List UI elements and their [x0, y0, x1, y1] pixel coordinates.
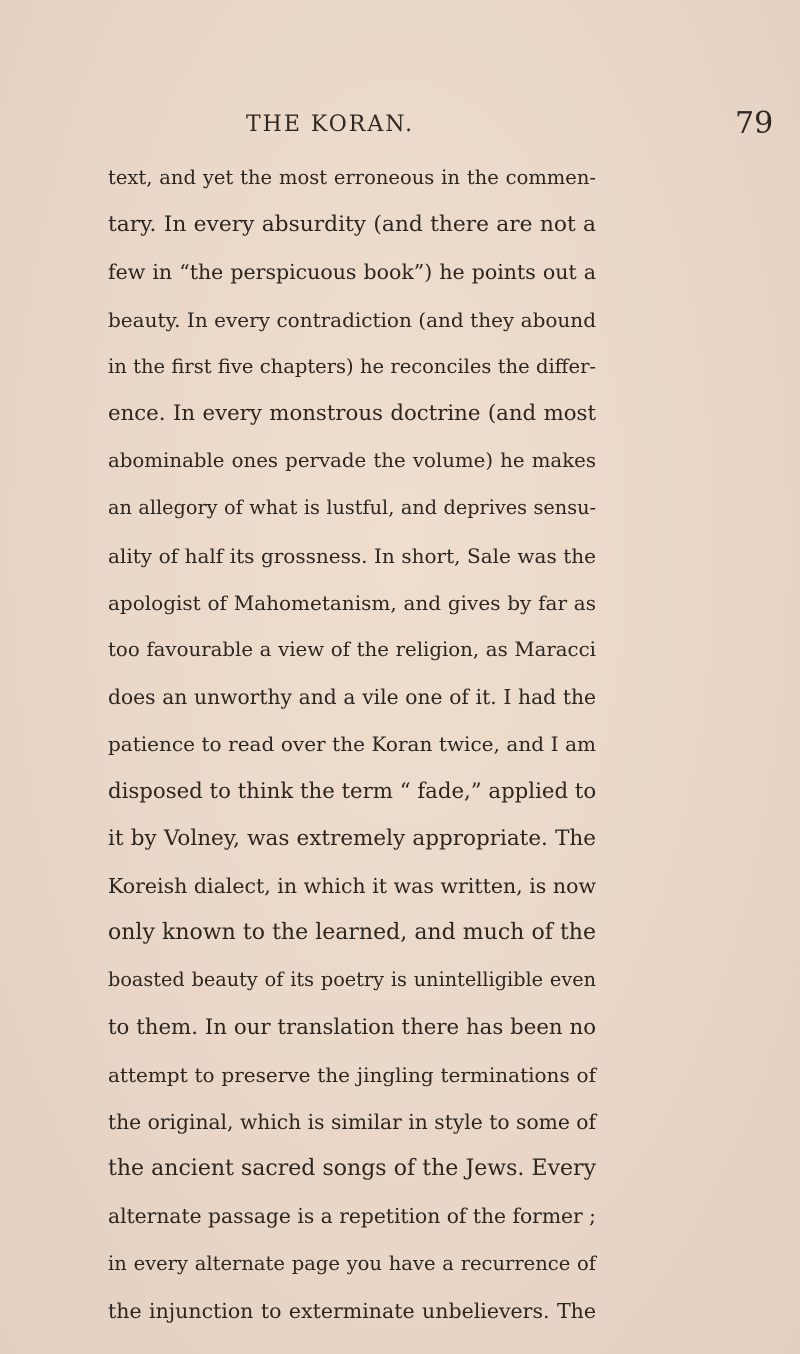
- text-line: to them. In our translation there has been no: [108, 1014, 596, 1040]
- running-title: THE KORAN.: [246, 112, 415, 137]
- text-line: it by Volney, was extremely appropriate. The: [108, 825, 596, 851]
- text-line: text, and yet the most erroneous in the commen-: [108, 166, 596, 189]
- text-line: abominable ones pervade the volume) he makes: [108, 449, 596, 473]
- text-line: the ancient sacred songs of the Jews. Every: [108, 1156, 596, 1182]
- text-line: disposed to think the term “ fade,” applied to: [108, 778, 597, 804]
- text-line: boasted beauty of its poetry is unintelligible even: [108, 968, 596, 992]
- text-line: patience to read over the Koran twice, and I am: [108, 732, 596, 757]
- text-line: few in “the perspicuous book”) he points out a: [108, 260, 596, 285]
- text-line: Koreish dialect, in which it was written, is now: [108, 874, 596, 898]
- text-line: in every alternate page you have a recurrence of: [108, 1251, 596, 1275]
- text-line: an allegory of what is lustful, and deprives sensu-: [108, 496, 596, 520]
- text-line: the injunction to exterminate unbelievers. The: [108, 1298, 596, 1323]
- text-line: ality of half its grossness. In short, Sale was the: [108, 543, 596, 568]
- text-line: in the first five chapters) he reconciles the differ-: [108, 354, 596, 378]
- text-line: beauty. In every contradiction (and they abound: [108, 307, 596, 332]
- text-line: alternate passage is a repetition of the former ;: [108, 1204, 596, 1229]
- text-line: does an unworthy and a vile one of it. I had the: [108, 685, 596, 710]
- text-line: tary. In every absurdity (and there are not a: [108, 212, 596, 238]
- text-line: apologist of Mahometanism, and gives by far as: [108, 590, 596, 615]
- text-line: the original, which is similar in style to some of: [108, 1110, 596, 1134]
- text-line: attempt to preserve the jingling terminations of: [108, 1062, 596, 1087]
- text-line: ence. In every monstrous doctrine (and most: [108, 401, 596, 426]
- text-line: too favourable a view of the religion, as Maracci: [108, 638, 596, 661]
- page-number: 79: [735, 106, 774, 141]
- text-line: only known to the learned, and much of the: [108, 920, 596, 946]
